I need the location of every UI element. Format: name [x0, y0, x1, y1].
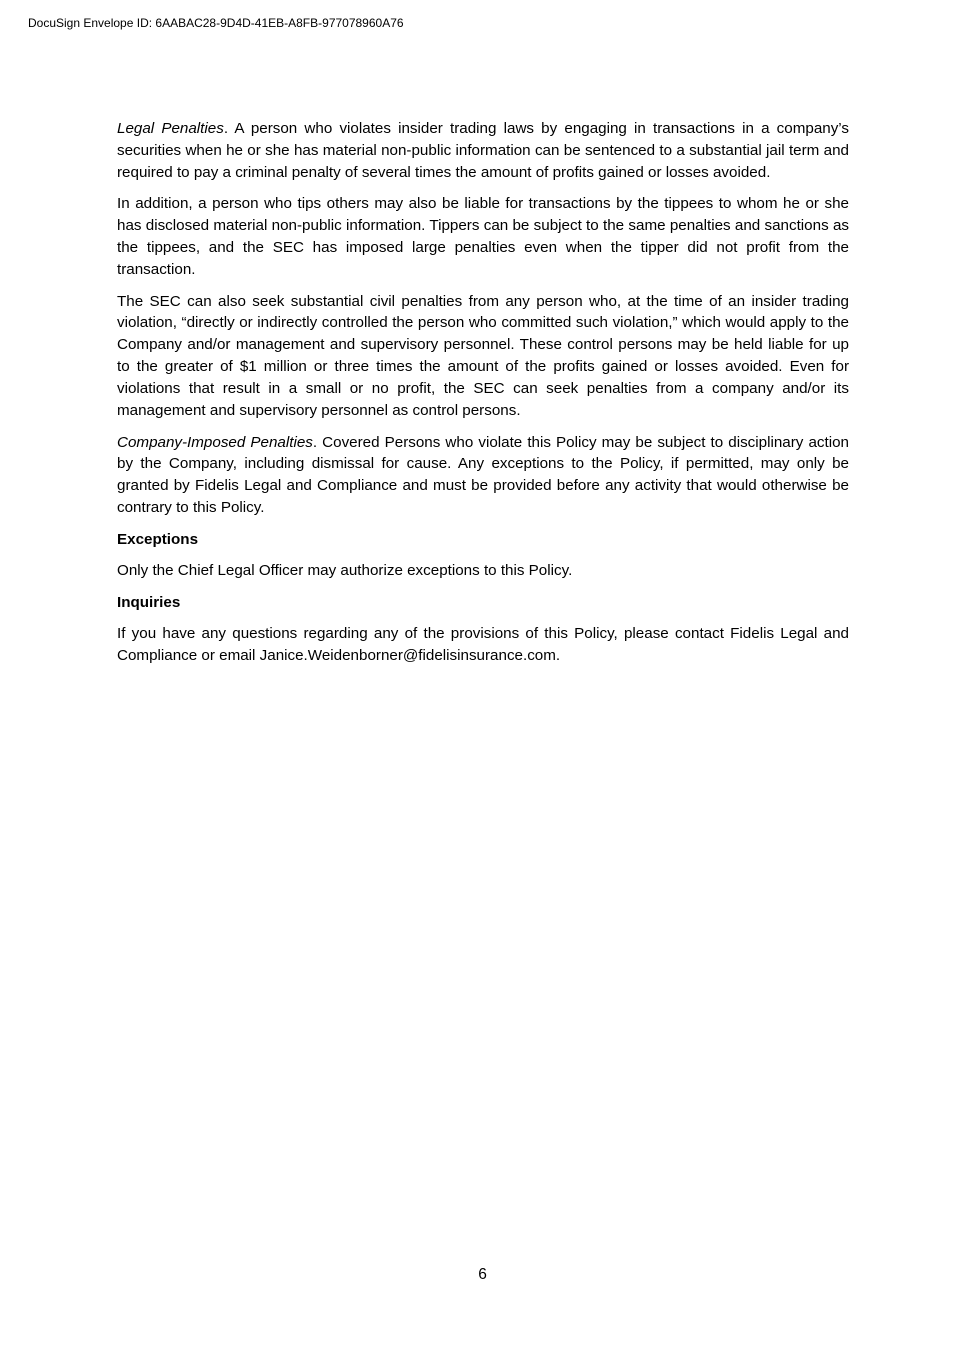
- exceptions-paragraph: Only the Chief Legal Officer may authorize exceptions to this Policy.: [117, 562, 573, 580]
- sec-civil-penalties-paragraph: The SEC can also seek substantial civil penalties from any person who, at the time of an insider trading violation, “directly or indirectly controlled the person who committed such violation,” which would apply to the Company and/or management and supervisory personnel. These control persons may be held liable for up to the greater of $1 million or three times the amount of the profits gained or losses avoided. Even for violations that result in a small or no profit, the SEC can seek penalties from a company and/or its management and supervisory personnel as control persons.: [117, 292, 849, 420]
- page-number: 6: [478, 1266, 487, 1283]
- legal-penalties-lead: Legal Penalties: [117, 120, 224, 137]
- inquiries-heading: Inquiries: [117, 593, 181, 611]
- document-body: [117, 118, 849, 677]
- tippers-paragraph: In addition, a person who tips others may also be liable for transactions by the tippees to whom he or she has disclosed material non-public information. Tippers can be subject to the same penalties and sanctions as the tippees, and the SEC has imposed large penalties even when the tipper did not profit from the transaction.: [117, 195, 849, 279]
- legal-penalties-paragraph: [117, 118, 849, 184]
- inquiries-paragraph: If you have any questions regarding any of the provisions of this Policy, please contact Fidelis Legal and Compliance or email Janice.Weidenborner@fidelisinsurance.com.: [117, 625, 849, 665]
- company-penalties-text: . Covered Persons who violate this Policy may be subject to disciplinary action by the Company, including dismissal for cause. Any exceptions to the Policy, if permitted, may only be granted by Fidelis Legal and Compliance and must be provided before any activity that would otherwise be contrary to this Policy.: [117, 433, 849, 517]
- company-penalties-paragraph: [117, 432, 849, 520]
- legal-penalties-text: . A person who violates insider trading laws by engaging in transactions in a company’s securities when he or she has material non-public information can be sentenced to a substantial jail term and required to pay a criminal penalty of several times the amount of profits gained or losses avoided.: [117, 120, 849, 181]
- company-penalties-lead: Company-Imposed Penalties: [117, 433, 313, 451]
- exceptions-heading: Exceptions: [117, 530, 199, 548]
- docusign-envelope-id: DocuSign Envelope ID: 6AABAC28-9D4D-41EB-A8FB-977078960A76: [28, 16, 404, 30]
